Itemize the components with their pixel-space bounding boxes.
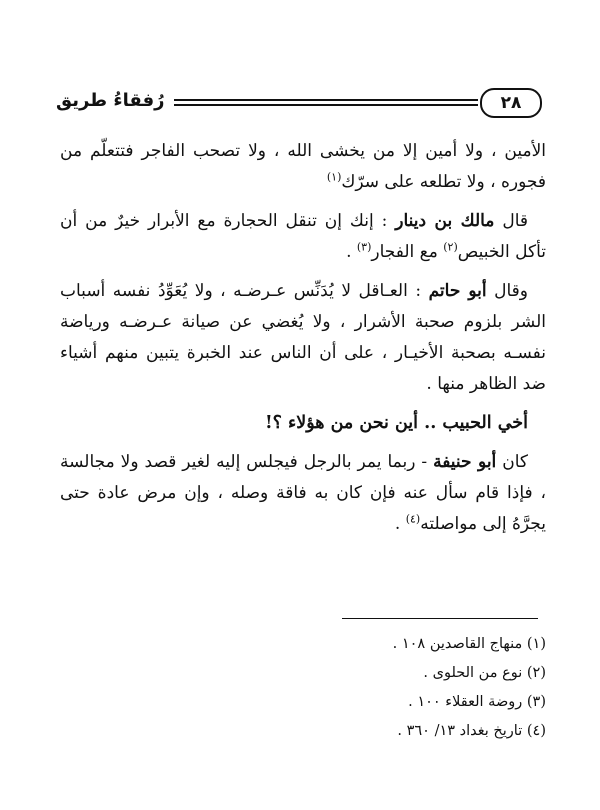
paragraph-2-lead: قال [502,211,529,231]
footnote-divider [342,618,538,619]
quoted-person-name: مالك بن دينار [395,211,495,231]
paragraph-4-end: . [394,514,401,534]
footnote-ref-3: (٣) [356,240,372,254]
paragraph-4-lead: كان [502,452,529,472]
quoted-person-name: أبو حنيفة [433,452,497,472]
paragraph-1 [60,136,546,198]
header-rule [174,99,478,106]
section-heading: أخي الحبيب .. أين نحن من هؤلاء ؟! [264,413,528,433]
footnote-item: (٣) روضة العقلاء ١٠٠ . [408,694,546,710]
paragraph-1-text: الأمين ، ولا أمين إلا من يخشى الله ، ولا تصحب الفاجر فتتعلّم من فجوره ، ولا تطلعه على سرّك [60,141,546,192]
paragraph-4-text: - ربما يمر بالرجل فيجلس إليه لغير قصد ولا مجالسة ، فإذا قام سأل عنه فإن كان به فاقة وصله ، وإن مرض عادة حتى يجرَّهُ إلى مواصلته [60,452,546,534]
footnotes-list [60,630,546,746]
page-number: ٢٨ [480,88,542,118]
running-title: رُفقاءُ طريق [56,90,165,111]
paragraph-2-end: . [346,242,352,262]
footnote-ref-1: (١) [326,170,342,184]
paragraph-2 [60,206,546,268]
paragraph-3 [60,276,546,400]
footnote-ref-4: (٤) [405,512,421,526]
paragraph-2-text: : إنك إن تنقل الحجارة مع الأبرار خيرٌ من أن تأكل الخبيص [60,211,546,262]
quoted-person-name: أبو حاتم [428,281,487,301]
paragraph-4 [60,447,546,540]
paragraph-2-text-2: مع الفجار [371,242,438,262]
main-text [60,136,546,548]
paragraph-3-lead: وقال [494,281,529,301]
footnote-item: (٢) نوع من الحلوى . [423,665,546,681]
footnote-ref-2: (٢) [443,240,458,254]
page-header [56,88,542,120]
footnote-item: (٤) تاريخ بغداد ١٣/ ٣٦٠ . [397,723,546,739]
paragraph-3-text: : العـاقل لا يُدَنِّس عـرضـه ، ولا يُعَوِّدُ نفسه أسباب الشر بلزوم صحبة الأشرار ، ولا يُغضي عن صيانة عـرضـه ورياضة نفسـه بصحبة الأخيـار ، على أن الناس عند الخبرة يتبين منهم أشياء ضد الظاهر منها . [60,281,546,394]
footnote-item: (١) منهاج القاصدين ١٠٨ . [392,636,546,652]
